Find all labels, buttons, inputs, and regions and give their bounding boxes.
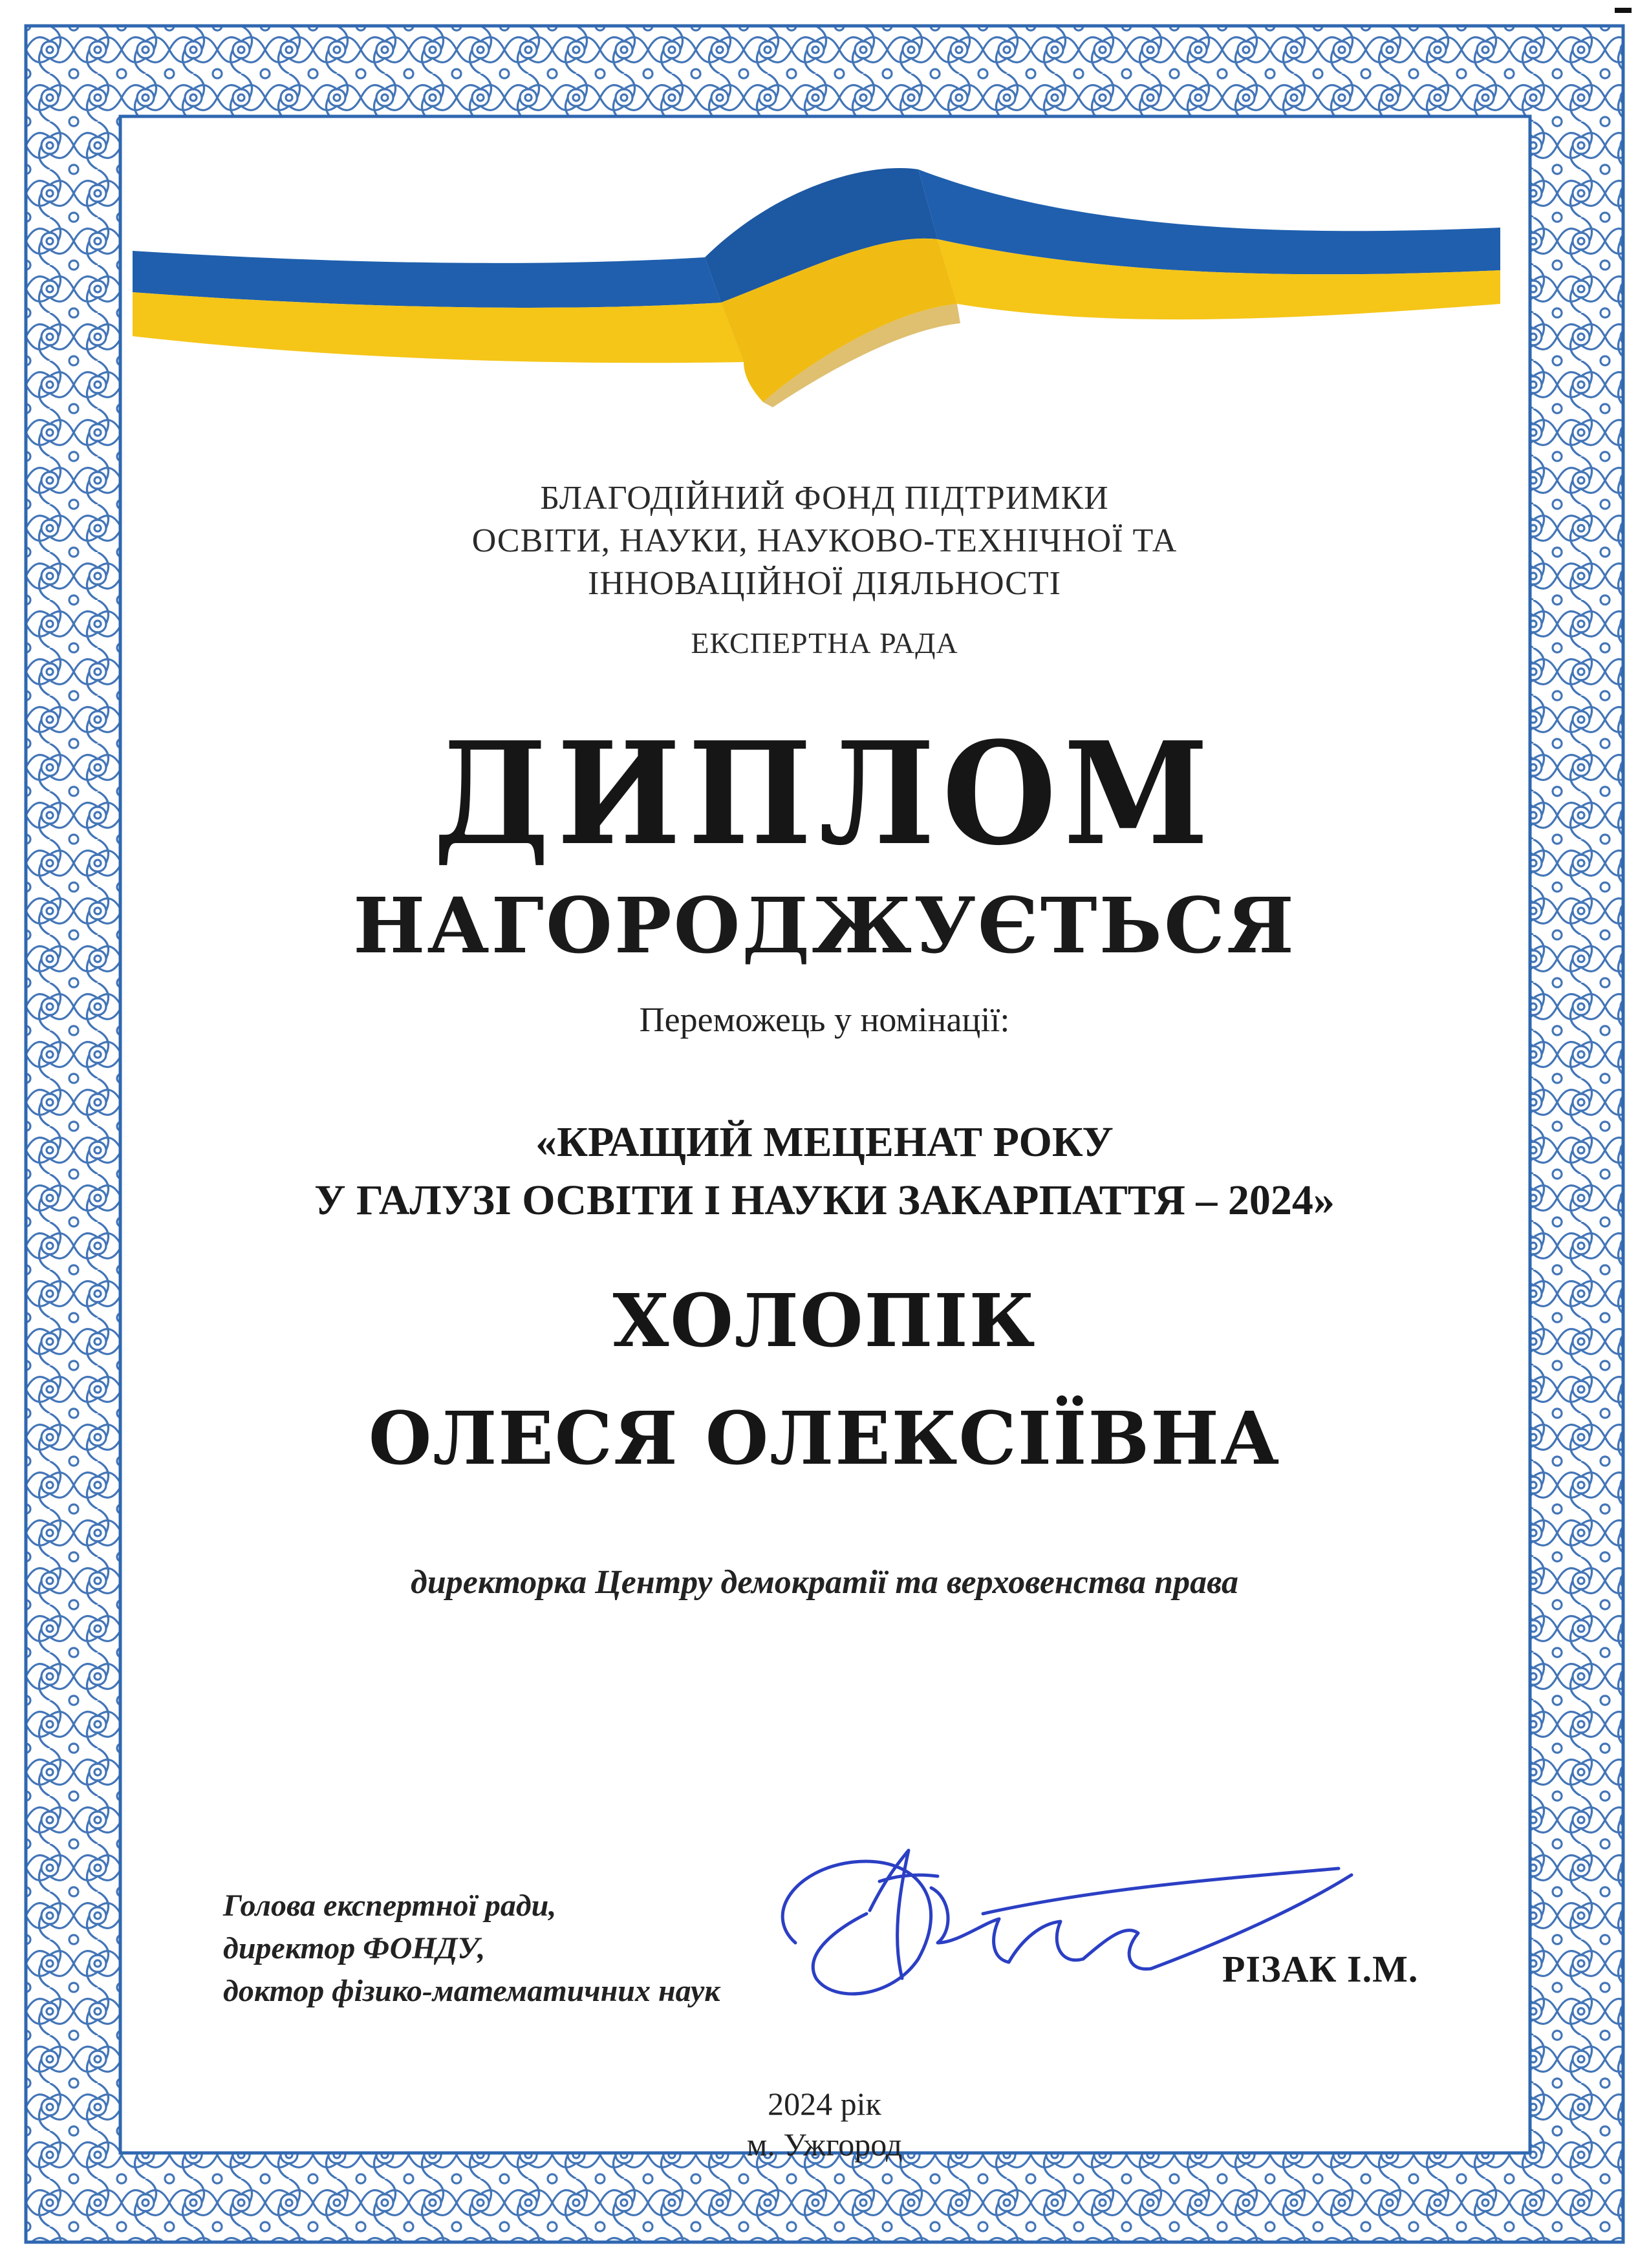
expert-council-label: ЕКСПЕРТНА РАДА [691, 626, 958, 659]
awarded-heading: НАГОРОДЖУЄТЬСЯ [353, 881, 1296, 970]
organization-line: ОСВІТИ, НАУКИ, НАУКОВО-ТЕХНІЧНОЇ ТА [471, 522, 1178, 559]
signatory-title-line: доктор фізико-математичних наук [223, 1974, 720, 2008]
recipient-surname: ХОЛОПІК [612, 1279, 1037, 1364]
nomination-line: У ГАЛУЗІ ОСВІТИ І НАУКИ ЗАКАРПАТТЯ – 2024» [314, 1177, 1335, 1224]
issue-year: 2024 рік [768, 2086, 881, 2122]
organization-line: ІННОВАЦІЙНОЇ ДІЯЛЬНОСТІ [588, 565, 1061, 602]
organization-line: БЛАГОДІЙНИЙ ФОНД ПІДТРИМКИ [540, 480, 1109, 517]
signatory-name: РІЗАК І.М. [1222, 1948, 1419, 1990]
issue-city: м. Ужгород [746, 2126, 903, 2163]
signatory-title-line: директор ФОНДУ, [223, 1931, 486, 1965]
signatory-title-line: Голова експертної ради, [223, 1888, 557, 1923]
nomination-label: Переможець у номінації: [639, 1000, 1010, 1039]
recipient-given-names: ОЛЕСЯ ОЛЕКСІЇВНА [368, 1396, 1281, 1481]
diploma-title: ДИПЛОМ [433, 711, 1216, 877]
nomination-line: «КРАЩИЙ МЕЦЕНАТ РОКУ [535, 1118, 1114, 1166]
recipient-position: директорка Центру демократії та верховенства права [411, 1564, 1238, 1601]
